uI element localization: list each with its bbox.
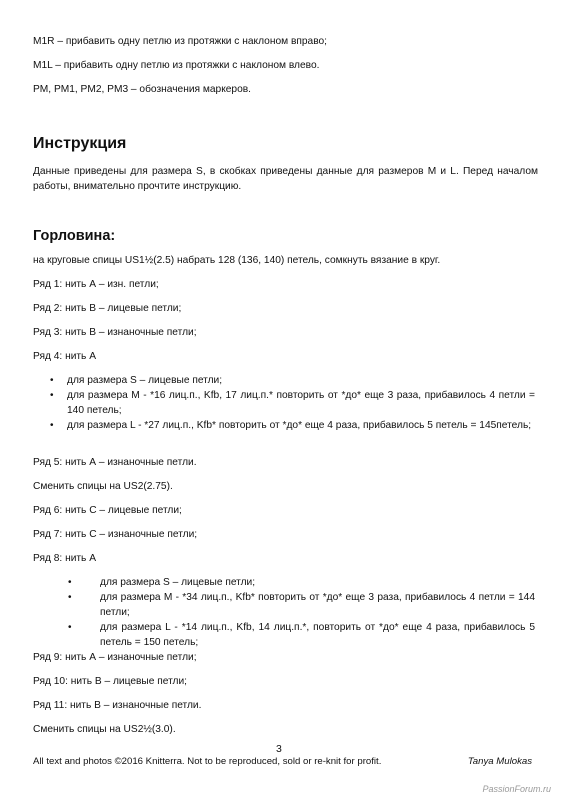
row-4: Ряд 4: нить А bbox=[33, 351, 96, 362]
row8-item-m-text: для размера М - *34 лиц.п., Kfb* повторить от *до* еще 3 раза, прибавилось 4 петли = 144 петли; bbox=[100, 592, 535, 618]
row8-item-m bbox=[100, 590, 535, 620]
row4-item-s: для размера S – лицевые петли; bbox=[67, 375, 223, 386]
row-1: Ряд 1: нить А – изн. петли; bbox=[33, 279, 159, 290]
bullet-marker: • bbox=[68, 622, 72, 633]
change-needles-2: Сменить спицы на US2½(3.0). bbox=[33, 724, 176, 735]
row-8: Ряд 8: нить А bbox=[33, 553, 96, 564]
row-7: Ряд 7: нить С – изнаночные петли; bbox=[33, 529, 198, 540]
row-9: Ряд 9: нить А – изнаночные петли; bbox=[33, 652, 197, 663]
instructions-intro: Данные приведены для размера S, в скобках приведены данные для размеров M и L. Перед началом работы, внимательно прочтите инструкцию. bbox=[33, 166, 538, 192]
bullet-marker: • bbox=[50, 390, 54, 401]
bullet-marker: • bbox=[68, 592, 72, 603]
row-3: Ряд 3: нить В – изнаночные петли; bbox=[33, 327, 197, 338]
row-6: Ряд 6: нить С – лицевые петли; bbox=[33, 505, 182, 516]
row4-item-l: для размера L - *27 лиц.п., Kfb* повторить от *до* еще 4 раза, прибавилось 5 петель = 145петель; bbox=[67, 420, 532, 431]
def-markers: PM, PM1, PM2, PM3 – обозначения маркеров. bbox=[33, 84, 252, 95]
watermark: PassionForum.ru bbox=[482, 784, 551, 794]
row-2: Ряд 2: нить В – лицевые петли; bbox=[33, 303, 182, 314]
footer-author: Tanya Mulokas bbox=[467, 756, 532, 767]
row-10: Ряд 10: нить В – лицевые петли; bbox=[33, 676, 187, 687]
neck-heading: Горловина: bbox=[33, 228, 116, 244]
change-needles-1: Сменить спицы на US2(2.75). bbox=[33, 481, 173, 492]
row8-item-s: для размера S – лицевые петли; bbox=[100, 577, 256, 588]
footer-copyright: All text and photos ©2016 Knitterra. Not to be reproduced, sold or re-knit for profit. bbox=[33, 756, 382, 767]
row-5: Ряд 5: нить А – изнаночные петли. bbox=[33, 457, 197, 468]
instructions-heading: Инструкция bbox=[33, 135, 127, 152]
bullet-marker: • bbox=[50, 420, 54, 431]
row-11: Ряд 11: нить В – изнаночные петли. bbox=[33, 700, 202, 711]
row4-item-m: для размера М - *16 лиц.п., Kfb, 17 лиц.п.* повторить от *до* еще 3 раза, прибавилось 4 петли = 140 петель; bbox=[67, 390, 535, 416]
def-m1r: M1R – прибавить одну петлю из протяжки с наклоном вправо; bbox=[33, 36, 328, 47]
def-m1l: M1L – прибавить одну петлю из протяжки с наклоном влево. bbox=[33, 60, 320, 71]
bullet-marker: • bbox=[50, 375, 54, 386]
cast-on-text: на круговые спицы US1½(2.5) набрать 128 (136, 140) петель, сомкнуть вязание в круг. bbox=[33, 255, 441, 266]
bullet-marker: • bbox=[68, 577, 72, 588]
page-number: 3 bbox=[276, 743, 282, 755]
row8-item-l: для размера L - *14 лиц.п., Kfb, 14 лиц.п.*, повторить от *до* еще 4 раза, прибавилось 5 петель = 150 петель; bbox=[100, 622, 535, 648]
